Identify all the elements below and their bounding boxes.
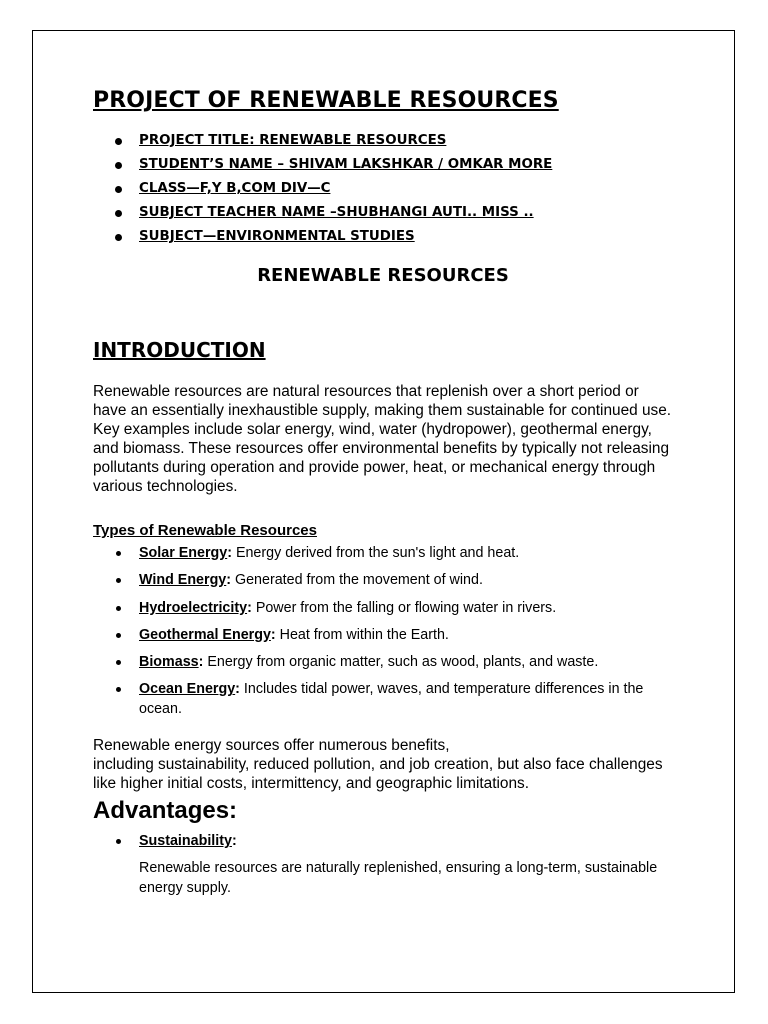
info-item: PROJECT TITLE: RENEWABLE RESOURCES	[93, 129, 673, 153]
info-item: STUDENT’S NAME – SHIVAM LAKSHKAR / OMKAR MORE	[93, 153, 673, 177]
bullet-icon	[115, 234, 122, 241]
types-list-item: Ocean Energy: Includes tidal power, waves, and temperature differences in the ocean.	[93, 679, 673, 719]
info-item: CLASS—F,Y B,COM DIV—C	[93, 177, 673, 201]
bullet-icon	[115, 162, 122, 169]
types-list-item: Geothermal Energy: Heat from within the Earth.	[93, 625, 673, 645]
document-title: PROJECT OF RENEWABLE RESOURCES	[93, 88, 559, 113]
introduction-heading: INTRODUCTION	[93, 338, 266, 362]
document-content	[93, 88, 673, 898]
introduction-paragraph: Renewable resources are natural resources that replenish over a short period or have an essentially inexhaustible supply, making them sustainable for continued use. Key examples include solar energy, wind, water (hydropower), geothermal energy, and biomass. These resources offer environmental benefits by typically not releasing pollutants during operation and provide power, heat, or mechanical energy through various technologies.	[93, 383, 672, 495]
info-item: SUBJECT TEACHER NAME –SHUBHANGI AUTI.. MISS ..	[93, 201, 673, 225]
advantages-heading: Advantages:	[93, 797, 238, 825]
bullet-icon	[116, 606, 121, 611]
bullet-icon	[116, 839, 121, 844]
advantages-list	[93, 831, 673, 851]
bullet-icon	[116, 687, 121, 692]
types-list	[93, 543, 673, 719]
benefits-paragraph: Renewable energy sources offer numerous benefits, including sustainability, reduced pollution, and job creation, but also face challenges like higher initial costs, intermittency, and geographic limitations.	[93, 737, 663, 793]
bullet-icon	[115, 210, 122, 217]
bullet-icon	[116, 578, 121, 583]
section-heading-renewable-resources: RENEWABLE RESOURCES	[257, 265, 509, 286]
types-list-item: Biomass: Energy from organic matter, such as wood, plants, and waste.	[93, 652, 673, 672]
info-item: SUBJECT—ENVIRONMENTAL STUDIES	[93, 225, 673, 249]
bullet-icon	[116, 551, 121, 556]
bullet-icon	[115, 186, 122, 193]
bullet-icon	[116, 633, 121, 638]
advantage-description: Renewable resources are naturally replenished, ensuring a long-term, sustainable energy supply.	[139, 860, 658, 897]
types-list-item: Wind Energy: Generated from the movement of wind.	[93, 570, 673, 590]
types-list-item: Solar Energy: Energy derived from the sun's light and heat.	[93, 543, 673, 563]
bullet-icon	[116, 660, 121, 665]
project-info-list	[93, 129, 673, 249]
advantages-list-item: Sustainability:	[93, 831, 673, 851]
types-heading: Types of Renewable Resources	[93, 522, 317, 539]
bullet-icon	[115, 138, 122, 145]
types-list-item: Hydroelectricity: Power from the falling or flowing water in rivers.	[93, 598, 673, 618]
